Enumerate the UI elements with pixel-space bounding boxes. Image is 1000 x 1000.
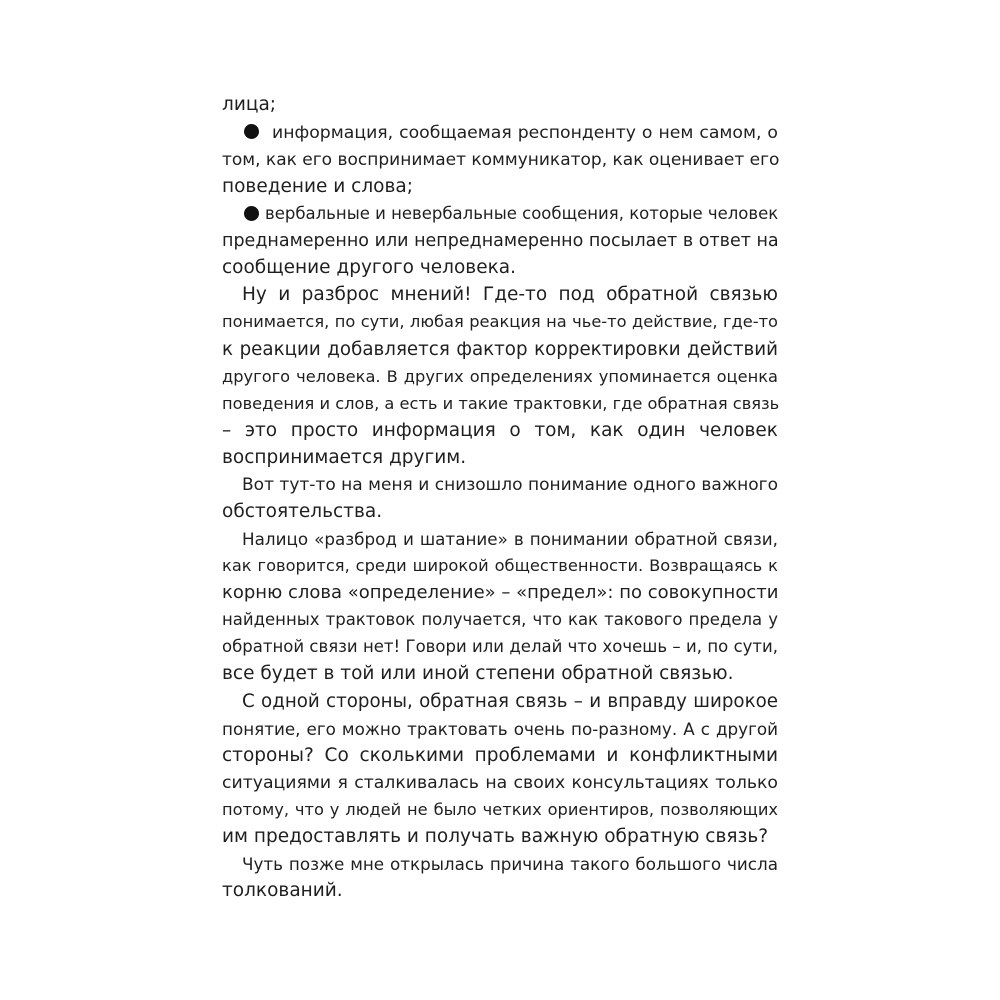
bullet-icon bbox=[244, 124, 259, 139]
text-line: корню слова «определение» – «предел»: по совокупности bbox=[222, 582, 779, 603]
text-line: поведение и слова; bbox=[222, 176, 413, 197]
text-line: Чуть позже мне открылась причина такого большого числа bbox=[242, 854, 778, 874]
text-line: другого человека. В других определениях упоминается оценка bbox=[222, 367, 778, 386]
bullet-icon bbox=[244, 206, 259, 221]
text-line: информация, сообщаемая респонденту о нем самом, о bbox=[272, 123, 778, 143]
text-line: Налицо «разброд и шатание» в понимании обратной связи, bbox=[242, 529, 778, 549]
text-line: Вот тут-то на меня и снизошло понимание одного важного bbox=[242, 475, 778, 495]
text-line: воспринимается другим. bbox=[222, 447, 467, 468]
text-line: С одной стороны, обратная связь – и вправду широкое bbox=[242, 691, 778, 712]
text-line: понятие, его можно трактовать очень по-разному. А с другой bbox=[222, 719, 778, 739]
text-line: сообщение другого человека. bbox=[222, 257, 516, 278]
text-line: найденных трактовок получается, что как такового предела у bbox=[222, 610, 778, 629]
text-line: стороны? Со сколькими проблемами и конфликтными bbox=[222, 745, 778, 766]
text-line: понимается, по сути, любая реакция на чье-то действие, где-то bbox=[222, 312, 778, 331]
text-line: ситуациями я сталкивалась на своих консультациях только bbox=[222, 773, 778, 793]
text-line: том, как его воспринимает коммуникатор, как оценивает его bbox=[222, 150, 780, 170]
text-line: им предоставлять и получать важную обратную связь? bbox=[222, 826, 769, 847]
text-line: потому, что у людей не было четких ориентиров, позволяющих bbox=[222, 800, 778, 819]
text-line: обратной связи нет! Говори или делай что хочешь – и, по сути, bbox=[222, 637, 778, 656]
text-line: Ну и разброс мнений! Где-то под обратной связью bbox=[242, 284, 778, 305]
text-line: обстоятельства. bbox=[222, 501, 383, 522]
text-line: к реакции добавляется фактор корректировки действий bbox=[222, 339, 778, 360]
text-line: толкований. bbox=[222, 880, 343, 901]
text-line: все будет в той или иной степени обратной связью. bbox=[222, 663, 734, 684]
text-line: преднамеренно или непреднамеренно посылает в ответ на bbox=[222, 231, 779, 251]
text-line: поведения и слов, а есть и такие трактовки, где обратная связь bbox=[222, 394, 780, 413]
text-line: вербальные и невербальные сообщения, которые человек bbox=[265, 204, 779, 223]
text-line: лица; bbox=[222, 94, 277, 115]
text-line: – это просто информация о том, как один человек bbox=[222, 420, 778, 441]
text-line: как говорится, среди широкой общественности. Возвращаясь к bbox=[222, 556, 778, 575]
